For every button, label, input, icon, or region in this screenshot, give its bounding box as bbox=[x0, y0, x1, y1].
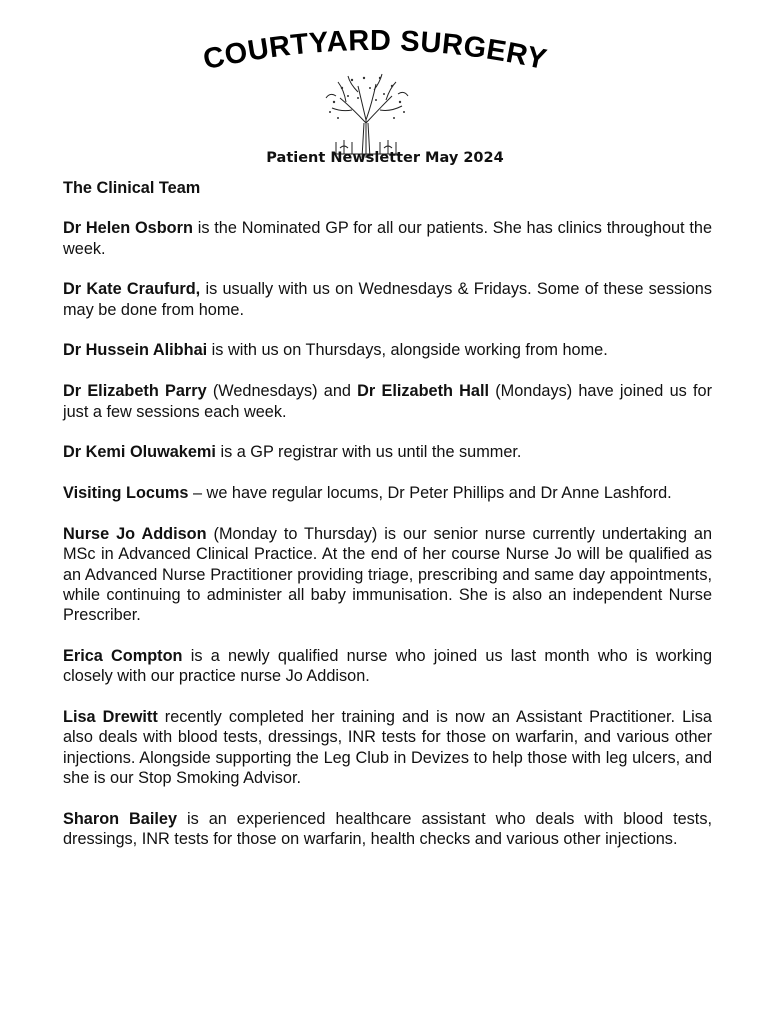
staff-description: (Wednesdays) and bbox=[206, 382, 358, 401]
staff-description: is an experienced healthcare assistant who deals with blood tests, dressings, INR tests for those on warfarin, health checks and various other injections. bbox=[63, 809, 712, 849]
staff-paragraph bbox=[63, 809, 712, 850]
staff-description: is with us on Thursdays, alongside working from home. bbox=[207, 341, 608, 360]
staff-paragraph bbox=[63, 381, 712, 422]
staff-paragraph bbox=[63, 442, 712, 462]
staff-name: Sharon Bailey bbox=[63, 809, 178, 828]
staff-description: is usually with us on Wednesdays & Fridays. Some of these sessions may be done from home. bbox=[63, 280, 713, 319]
staff-paragraph bbox=[63, 524, 712, 625]
staff-name: Dr Kemi Oluwakemi bbox=[63, 443, 216, 462]
staff-description: recently completed her training and is now an Assistant Practitioner. Lisa also deals with blood tests, dressings, INR tests for those on warfarin, and various other injections. Alongside supporting the Leg Club in Devizes to help those with leg ulcers, and she is our Stop Smoking Advisor. bbox=[63, 708, 712, 787]
staff-paragraph bbox=[63, 707, 712, 788]
staff-description: (Monday to Thursday) is our senior nurse currently undertaking an MSc in Advanced Clinical Practice. At the end of her course Nurse Jo will be qualified as an Advanced Nurse Practitioner providing triage, prescribing and same day appointments, while continuing to administer all baby immunisation. She is also an independent Nurse Prescriber. bbox=[63, 524, 713, 625]
staff-paragraph bbox=[63, 646, 712, 687]
staff-name: Dr Elizabeth Parry bbox=[63, 382, 207, 401]
staff-description: is a GP registrar with us until the summer. bbox=[215, 443, 522, 462]
staff-description: is the Nominated GP for all our patients. She has clinics throughout the week. bbox=[63, 219, 713, 258]
staff-paragraph bbox=[63, 218, 712, 259]
staff-paragraph bbox=[63, 340, 712, 360]
staff-name: Visiting Locums bbox=[63, 484, 189, 503]
staff-name: Dr Kate Craufurd, bbox=[63, 280, 201, 299]
staff-paragraph bbox=[63, 279, 712, 320]
staff-description: – we have regular locums, Dr Peter Phillips and Dr Anne Lashford. bbox=[188, 484, 672, 503]
staff-name: Nurse Jo Addison bbox=[63, 524, 207, 543]
staff-description: (Mondays) have joined us for just a few sessions each week. bbox=[63, 382, 712, 421]
staff-name: Lisa Drewitt bbox=[63, 708, 158, 727]
newsletter-header bbox=[0, 22, 770, 142]
staff-name: Dr Hussein Alibhai bbox=[63, 341, 208, 360]
newsletter-body bbox=[63, 178, 712, 870]
newsletter-subtitle: Patient Newsletter May 2024 bbox=[266, 150, 504, 166]
section-title: The Clinical Team bbox=[63, 179, 201, 197]
surgery-title: COURTYARD SURGERY bbox=[200, 24, 550, 77]
staff-name: Erica Compton bbox=[63, 646, 183, 665]
staff-name: Dr Elizabeth Hall bbox=[357, 382, 490, 401]
tree-logo bbox=[322, 68, 410, 160]
staff-description: is a newly qualified nurse who joined us last month who is working closely with our practice nurse Jo Addison. bbox=[63, 646, 713, 686]
staff-paragraph bbox=[63, 483, 712, 503]
staff-name: Dr Helen Osborn bbox=[63, 219, 193, 238]
